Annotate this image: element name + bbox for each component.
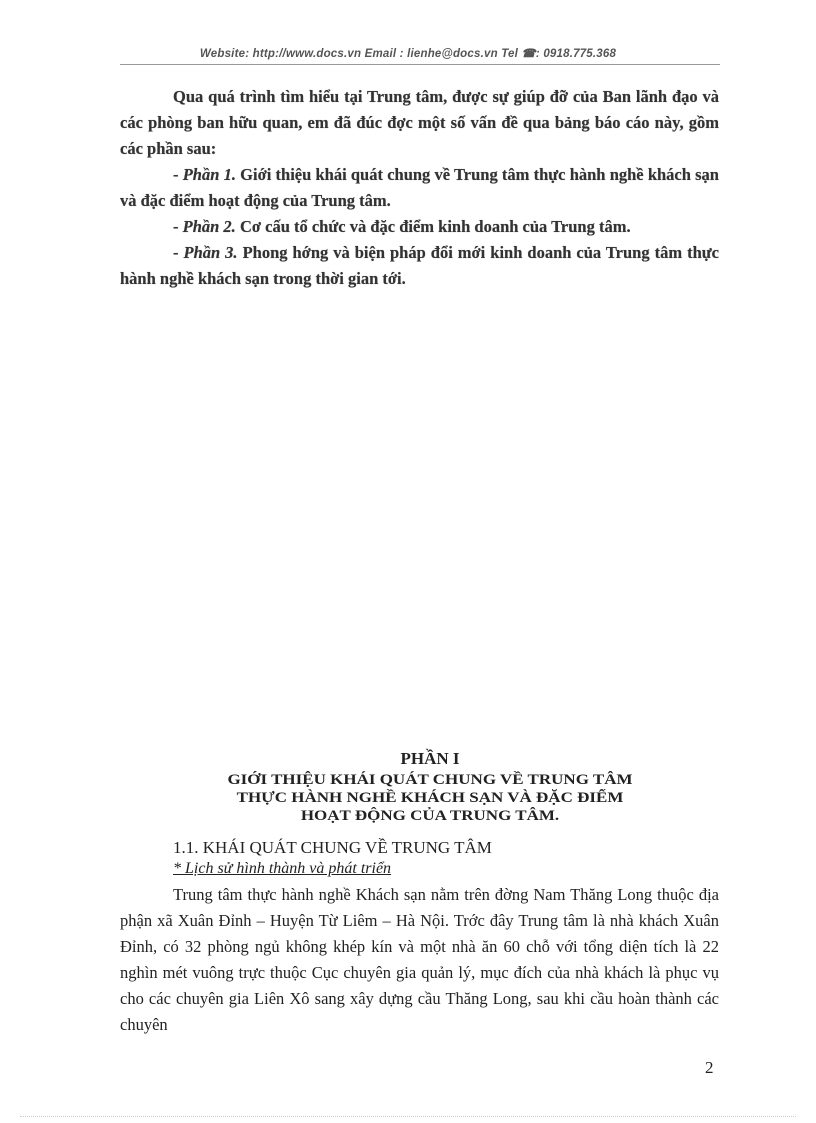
part3-text: Phong hớng và biện pháp đổi mới kinh doanh của Trung tâm thực hành nghề khách sạn trong thời gian tới. — [120, 243, 719, 288]
dash: - — [173, 165, 183, 184]
subsection-heading: 1.1. KHÁI QUÁT CHUNG VỀ TRUNG TÂM — [173, 838, 492, 857]
header-divider — [120, 64, 720, 65]
subsection-subheading: * Lịch sử hình thành và phát triển — [173, 860, 392, 877]
section-title-line1: GIỚI THIỆU KHÁI QUÁT CHUNG VỀ TRUNG TÂM — [227, 771, 633, 788]
part3-label: Phần 3. — [183, 243, 238, 262]
part1-label: Phần 1. — [182, 165, 236, 184]
part2-text: Cơ cấu tổ chức và đặc điểm kinh doanh của Trung tâm. — [235, 217, 631, 236]
page-bottom-border — [20, 1116, 796, 1117]
section-title-line2: THỰC HÀNH NGHỀ KHÁCH SẠN VÀ ĐẶC ĐIỂM — [236, 789, 624, 806]
page-header: Website: http://www.docs.vn Email : lienhe@docs.vn Tel ☎: 0918.775.368 — [199, 48, 617, 60]
part-heading: PHẦN I — [400, 749, 460, 768]
page-number: 2 — [705, 1058, 714, 1077]
dash: - — [173, 243, 184, 262]
part3-item — [120, 240, 719, 292]
part2-label: Phần 2. — [182, 217, 236, 236]
dash: - — [173, 217, 183, 236]
body-paragraph: Trung tâm thực hành nghề Khách sạn nằm trên đờng Nam Thăng Long thuộc địa phận xã Xuân Đỉnh – Huyện Từ Liêm – Hà Nội. Trớc đây Trung tâm là nhà khách Xuân Đỉnh, có 32 phòng ngủ không khép kín và một nhà ăn 60 chỗ với tổng diện tích là 22 nghìn mét vuông trực thuộc Cục chuyên gia quản lý, mục đích của nhà khách là phục vụ cho các chuyên gia Liên Xô sang xây dựng cầu Thăng Long, sau khi cầu hoàn thành các chuyên — [120, 885, 719, 1034]
part1-item — [120, 162, 719, 214]
part2-item — [120, 214, 719, 240]
intro-paragraph: Qua quá trình tìm hiểu tại Trung tâm, được sự giúp đỡ của Ban lãnh đạo và các phòng ban hữu quan, em đã đúc đợc một số vấn đề qua bảng báo cáo này, gồm các phần sau: — [120, 87, 719, 158]
section-title-line3: HOẠT ĐỘNG CỦA TRUNG TÂM. — [300, 807, 560, 824]
part1-text: Giới thiệu khái quát chung về Trung tâm thực hành nghề khách sạn và đặc điểm hoạt động của Trung tâm. — [120, 165, 719, 210]
